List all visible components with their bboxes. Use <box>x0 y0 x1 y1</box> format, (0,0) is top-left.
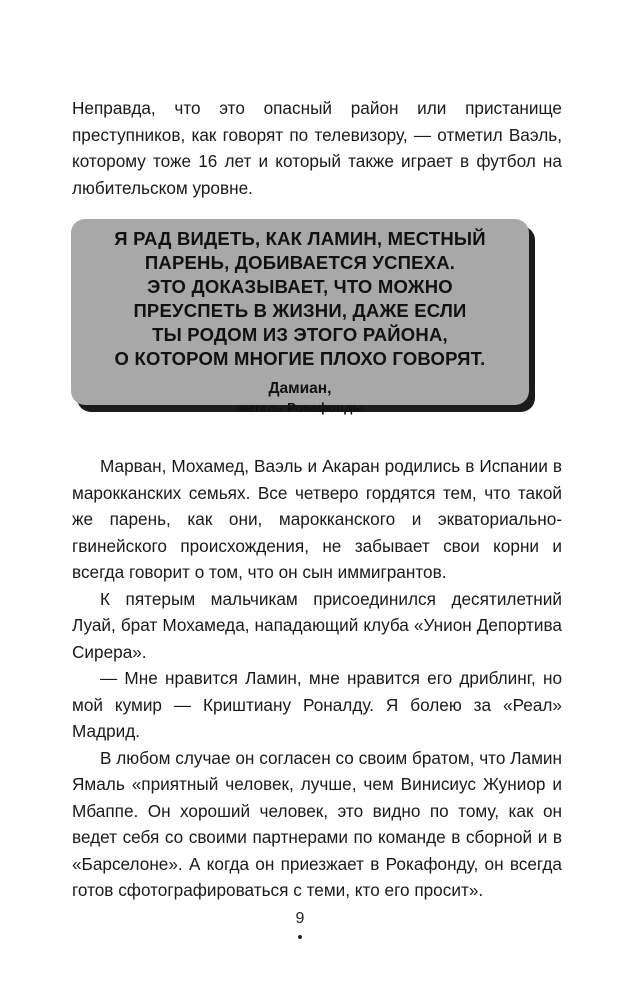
body-paragraph: — Мне нравится Ламин, мне нравится его дриблинг, но мой кумир — Криштиану Роналду. Я болею за «Реал» Мадрид. <box>72 668 562 741</box>
quote-line: Я РАД ВИДЕТЬ, КАК ЛАМИН, МЕСТНЫЙ <box>114 228 486 249</box>
quote-line: ПРЕУСПЕТЬ В ЖИЗНИ, ДАЖЕ ЕСЛИ <box>133 300 467 321</box>
intro-paragraph: Неправда, что это опасный район или пристанище преступников, как говорят по телевизору, — отметил Ваэль, которому тоже 16 лет и который также играет в футбол на любительском уровне. <box>72 98 562 198</box>
quote-line: ПАРЕНЬ, ДОБИВАЕТСЯ УСПЕХА. <box>144 252 456 273</box>
page-number: 9 <box>295 910 305 927</box>
quote-author: Дамиан, <box>268 380 332 397</box>
quote-line: О КОТОРОМ МНОГИЕ ПЛОХО ГОВОРЯТ. <box>114 348 486 369</box>
quote-author-role: житель Рокафонды <box>236 400 364 415</box>
body-text-block <box>72 453 562 904</box>
body-paragraph: Марван, Мохамед, Ваэль и Акаран родились в Испании в марокканских семьях. Все четверо гордятся тем, что такой же парень, как они, марокканского и экваториально-гвинейского происхождения, не забывает свои корни и всегда говорит о том, что он сын иммигрантов. <box>72 456 562 582</box>
intro-paragraph-block <box>72 95 562 201</box>
quote-box <box>71 219 529 415</box>
quote-line: ТЫ РОДОМ ИЗ ЭТОГО РАЙОНА, <box>152 324 448 345</box>
page-number-dot <box>298 935 302 939</box>
body-paragraph: В любом случае он согласен со своим братом, что Ламин Ямаль «приятный человек, лучше, чем Винисиус Жуниор и Мбаппе. Он хороший человек, это видно по тому, как он ведет себя со своими партнерами по команде в сборной и в «Барселоне». А когда он приезжает в Рокафонду, он всегда готов сфотографироваться с теми, кто его просит». <box>72 747 562 900</box>
body-paragraph: К пятерым мальчикам присоединился десятилетний Луай, брат Мохамеда, нападающий клуба «Унион Депортива Сирера». <box>72 588 562 662</box>
quote-line: ЭТО ДОКАЗЫВАЕТ, ЧТО МОЖНО <box>147 276 453 297</box>
